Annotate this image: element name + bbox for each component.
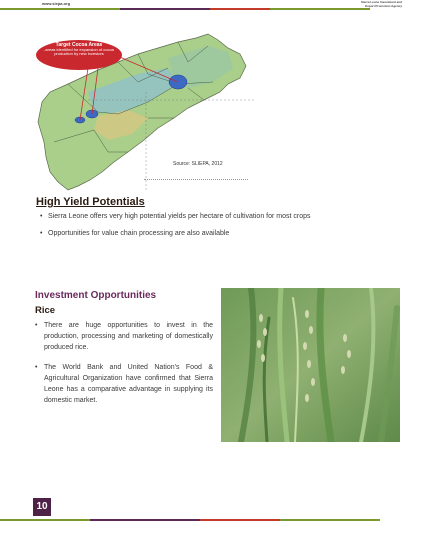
high-yield-heading: High Yield Potentials (36, 196, 145, 208)
footer-line-red (200, 519, 280, 521)
source-divider (144, 179, 248, 180)
list-item: • There are huge opportunities to invest in the production, processing and marketing of domestically produced rice. (35, 320, 213, 353)
investment-list (35, 320, 213, 415)
investment-heading: Investment Opportunities (35, 290, 157, 301)
map-callout (36, 40, 122, 70)
footer-line-green-2 (280, 519, 380, 521)
header-line-green (0, 8, 120, 10)
header-agency-line2: Export Promotion Agency (365, 4, 402, 8)
list-item: • Opportunities for value chain processing are also available (40, 230, 311, 237)
header-line-red (210, 8, 270, 10)
header-agency (361, 0, 402, 8)
callout-body: -areas identified for expansion of cocoa production by new investors (44, 46, 114, 56)
header-bar (0, 0, 422, 12)
page-number: 10 (33, 498, 51, 516)
map-source: Source: SLIEPA, 2012 (173, 161, 223, 167)
footer-line-green (0, 519, 90, 521)
header-line-green-2 (270, 8, 370, 10)
list-item: • Sierra Leone offers very high potential yields per hectare of cultivation for most crops (40, 213, 311, 220)
rice-subheading: Rice (35, 305, 56, 316)
rice-plant-photo (221, 288, 400, 442)
footer-line-purple (90, 519, 200, 521)
header-url: www.slepa.org (42, 1, 71, 6)
header-agency-line1: Sierra Leone Investment and (360, 0, 402, 4)
list-item: • The World Bank and United Nation's Food & Agricultural Organization have confirmed that Sierra Leone has a comparative advantage in supplying its domestic market. (35, 362, 213, 406)
callout-title: Target Cocoa Areas (55, 42, 103, 48)
rice-photo-graphic (221, 288, 400, 442)
high-yield-list (40, 213, 311, 247)
header-line-purple (120, 8, 210, 10)
